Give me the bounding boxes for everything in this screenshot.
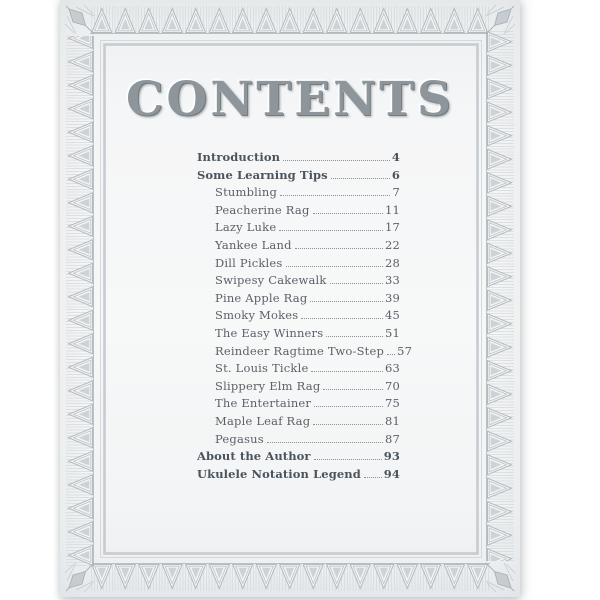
book-page [60,0,520,597]
dotted-leader [313,424,383,425]
toc-entry-label: Maple Leaf Rag [215,413,311,428]
table-of-contents [197,149,413,483]
toc-entry-label: Pine Apple Rag [215,290,308,305]
page-title: CONTENTS [126,72,454,127]
dotted-leader [280,195,390,196]
toc-entry-label: Peacherine Rag [215,202,310,217]
toc-entry-label: Introduction [197,150,281,164]
toc-entry-label: Yankee Land [215,237,292,252]
dotted-leader [330,283,383,284]
toc-entry-label: Dill Pickles [215,255,283,270]
toc-entry-page: 33 [384,273,400,288]
dotted-leader [387,354,395,355]
dotted-leader [314,406,383,407]
toc-entry-label: Slippery Elm Rag [215,378,321,393]
toc-entry [197,167,400,185]
toc-entry-page: 87 [384,431,400,446]
toc-entry-label: Reindeer Ragtime Two-Step [215,343,385,358]
toc-entry-page: 93 [383,449,400,464]
dotted-leader [310,301,383,302]
toc-entry-page: 45 [384,308,400,323]
toc-entry-label: Lazy Luke [215,220,277,235]
toc-entry [197,343,413,361]
dotted-leader [267,442,383,443]
dotted-leader [301,318,383,319]
toc-entry-page: 81 [384,413,400,428]
toc-entry-page: 70 [384,378,400,393]
toc-entry-label: Stumbling [215,185,278,200]
toc-entry [197,149,400,167]
toc-entry-label: The Entertainer [215,396,312,411]
toc-entry [197,413,400,431]
toc-entry-page: 39 [384,290,400,305]
toc-entry [197,466,400,484]
toc-entry-page: 22 [384,237,400,252]
toc-entry [197,272,400,290]
toc-entry-page: 7 [392,185,400,200]
toc-entry-page: 75 [384,396,400,411]
toc-entry-label: St. Louis Tickle [215,361,309,376]
toc-entry-label: Smoky Mokes [215,308,299,323]
toc-entry [197,360,400,378]
dotted-leader [314,459,382,460]
dotted-leader [331,178,390,179]
toc-entry [197,448,400,466]
toc-entry [197,202,400,220]
toc-entry-page: 63 [384,361,400,376]
toc-entry [197,184,400,202]
toc-entry [197,378,400,396]
toc-entry-label: About the Author [197,449,311,464]
dotted-leader [286,266,383,267]
toc-entry-page: 4 [391,150,400,164]
dotted-leader [295,248,383,249]
dotted-leader [326,336,383,337]
toc-entry [197,219,400,237]
toc-entry [197,255,400,273]
dotted-leader [364,477,382,478]
toc-entry-page: 6 [391,167,400,182]
toc-entry-page: 11 [384,202,400,217]
toc-entry-label: Some Learning Tips [197,167,328,182]
toc-entry-page: 57 [397,343,413,358]
dotted-leader [283,160,390,161]
toc-entry-page: 28 [384,255,400,270]
dotted-leader [323,389,383,390]
toc-entry-page: 17 [384,220,400,235]
toc-entry-page: 94 [383,466,400,481]
dotted-leader [311,371,382,372]
dotted-leader [313,213,383,214]
dotted-leader [279,230,383,231]
toc-entry [197,237,400,255]
toc-entry [197,290,400,308]
toc-entry [197,431,400,449]
toc-entry [197,307,400,325]
toc-entry [197,395,400,413]
toc-entry-label: Ukulele Notation Legend [197,466,361,481]
toc-entry-label: Pegasus [215,431,264,446]
toc-entry-label: The Easy Winners [215,325,324,340]
toc-entry-label: Swipesy Cakewalk [215,273,327,288]
toc-entry [197,325,400,343]
toc-entry-page: 51 [384,325,400,340]
